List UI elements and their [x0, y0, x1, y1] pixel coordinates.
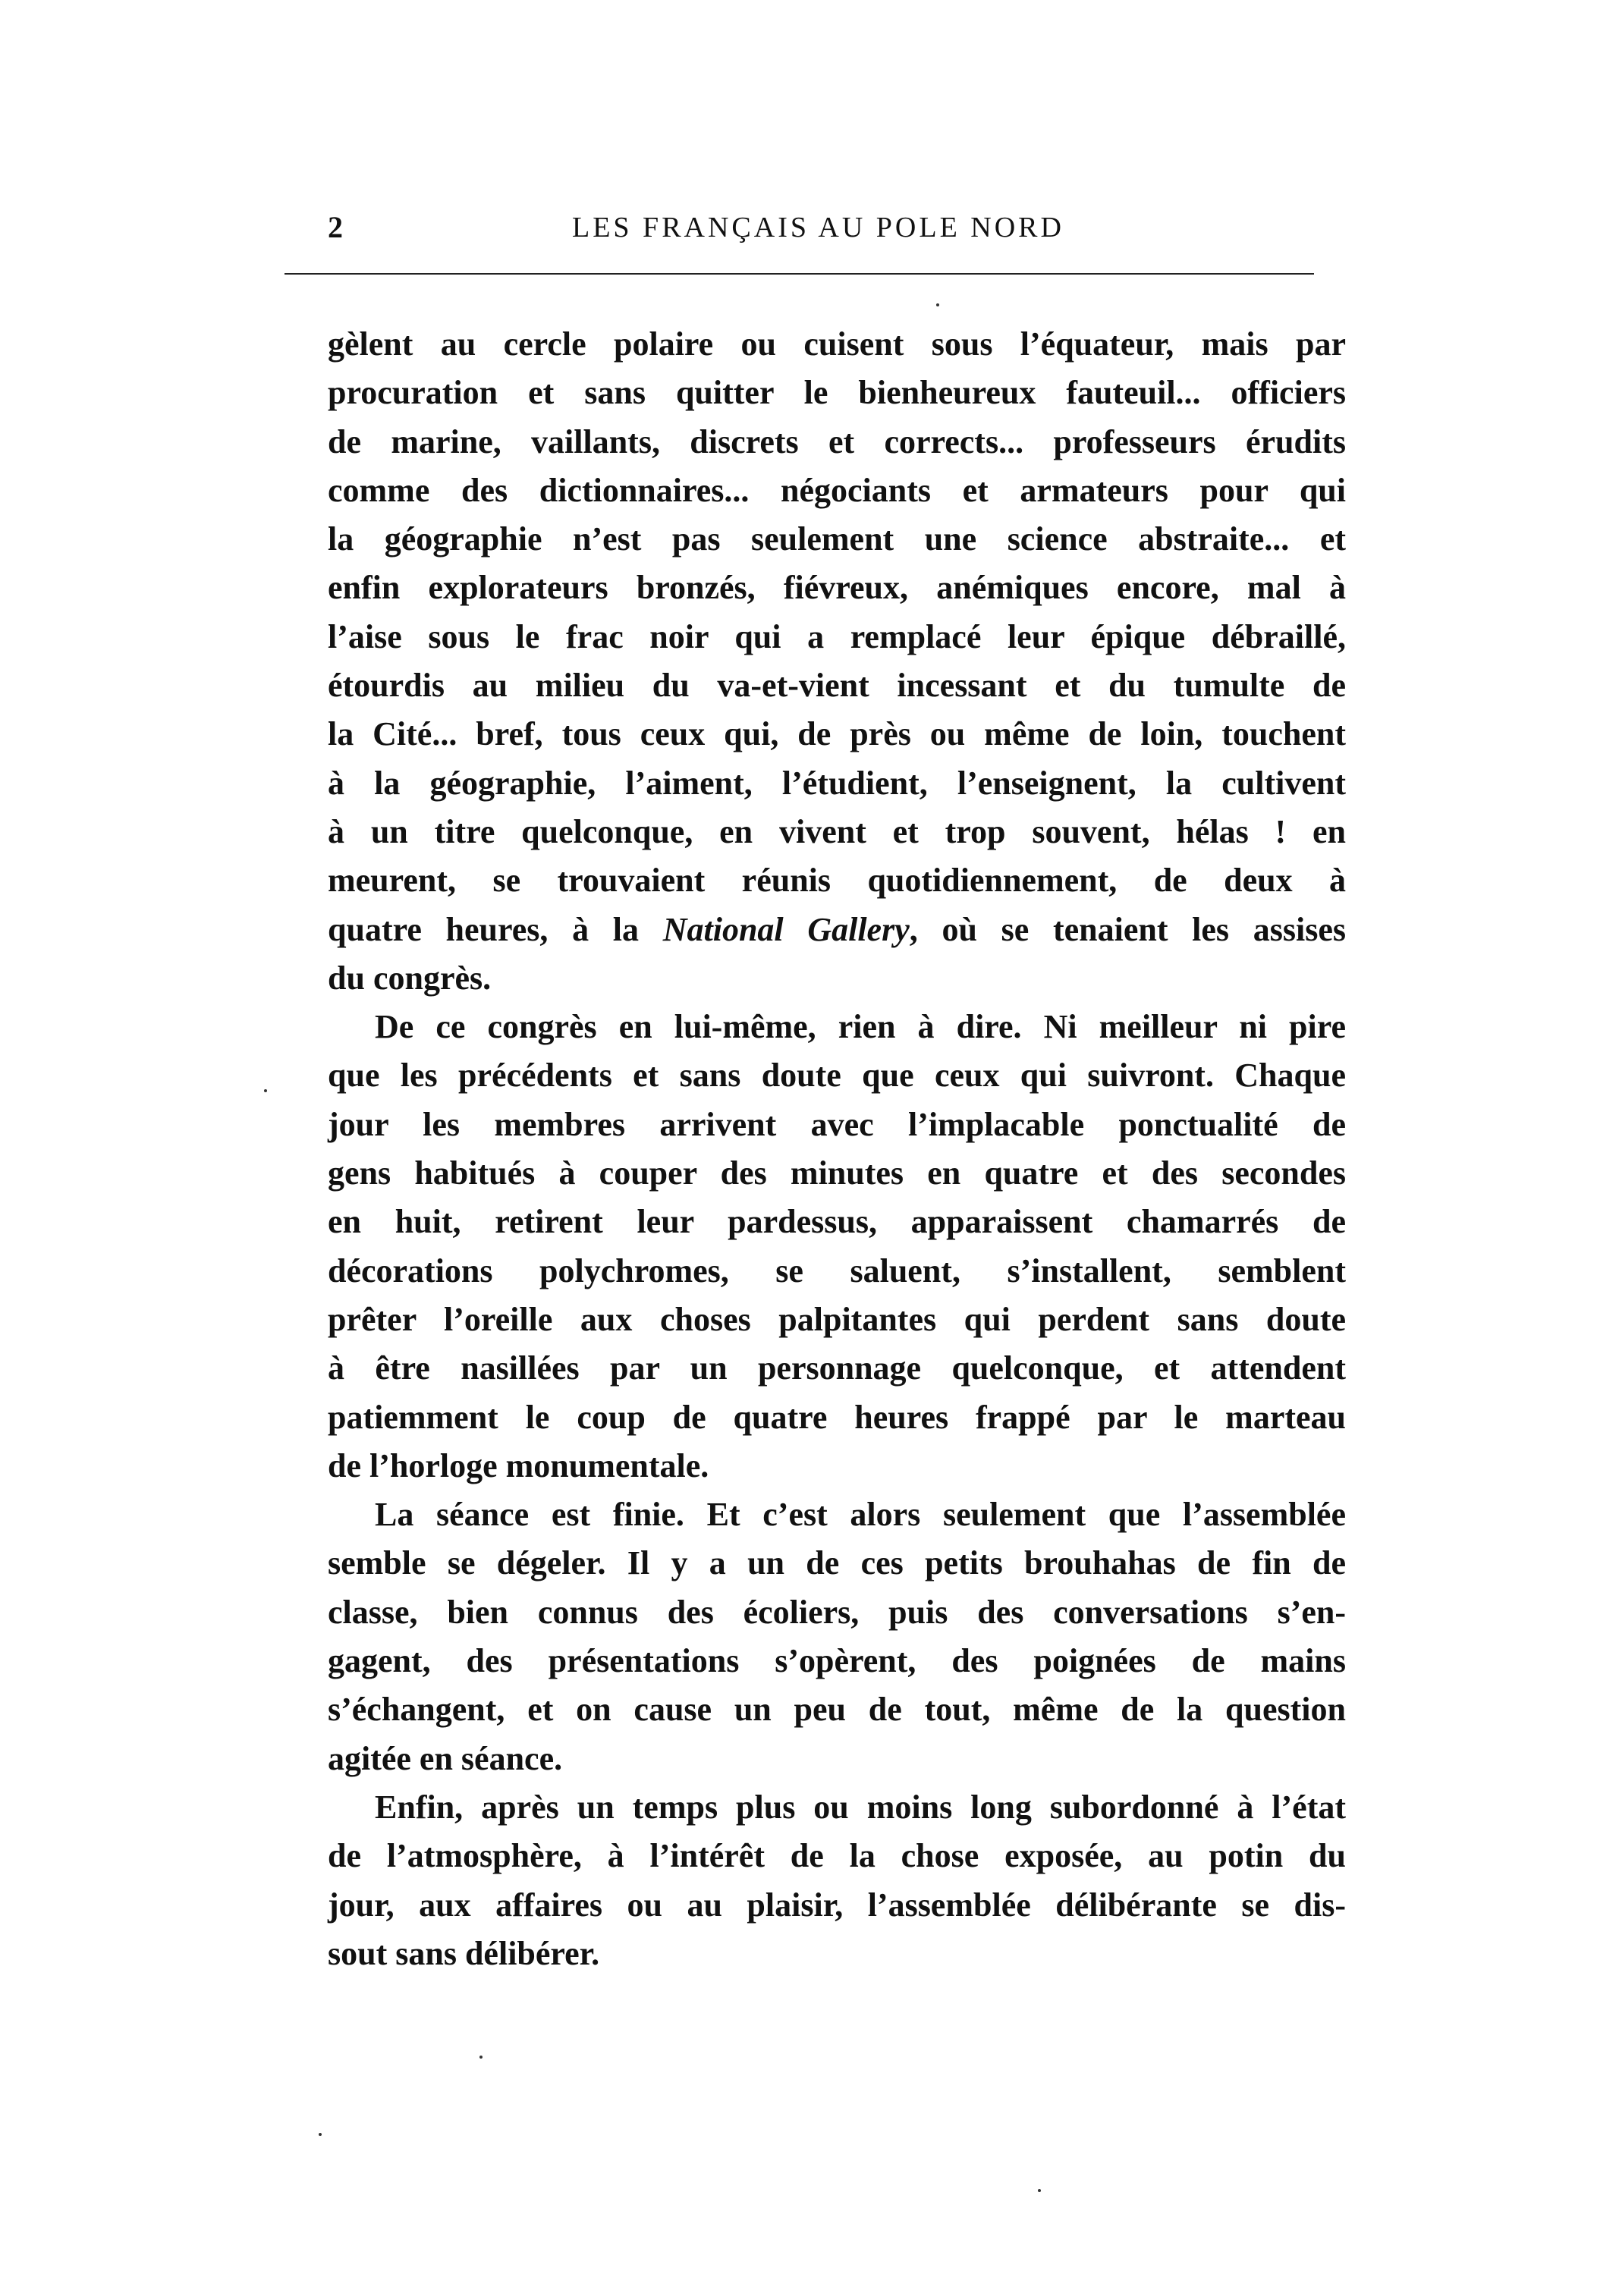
text-line: à être nasillées par un personnage quelconque, et attendent	[328, 1349, 1346, 1387]
text-line: comme des dictionnaires... négociants et armateurs pour qui	[328, 471, 1346, 509]
text-line: gèlent au cercle polaire ou cuisent sous l’équateur, mais par	[328, 325, 1346, 363]
paragraph	[328, 1003, 1346, 1490]
scan-speck	[1038, 2189, 1041, 2192]
text-line: en huit, retirent leur pardessus, apparaissent chamarrés de	[328, 1203, 1346, 1241]
body-text	[328, 320, 1346, 1978]
text-line: quatre heures, à la National Gallery, où se tenaient les assises	[328, 910, 1346, 948]
text-line: s’échangent, et on cause un peu de tout, même de la question	[328, 1691, 1346, 1729]
text-line: La séance est finie. Et c’est alors seulement que l’assemblée	[375, 1496, 1346, 1534]
scan-speck	[479, 2056, 483, 2059]
text-line: patiemment le coup de quatre heures frappé par le marteau	[328, 1398, 1346, 1436]
scan-speck	[319, 2133, 322, 2136]
text-line: Enfin, après un temps plus ou moins long subordonné à l’état	[375, 1788, 1346, 1826]
text-line: à un titre quelconque, en vivent et trop souvent, hélas ! en	[328, 812, 1346, 850]
page-number: 2	[328, 210, 343, 244]
paragraph	[328, 1490, 1346, 1783]
text-line: meurent, se trouvaient réunis quotidiennement, de deux à	[328, 862, 1346, 900]
paragraph	[328, 320, 1346, 1003]
text-line: agitée en séance.	[328, 1739, 563, 1777]
text-line: l’aise sous le frac noir qui a remplacé leur épique débraillé,	[328, 617, 1346, 655]
scan-speck	[264, 1089, 267, 1092]
text-line: du congrès.	[328, 959, 492, 997]
text-line: que les précédents et sans doute que ceux qui suivront. Chaque	[328, 1057, 1346, 1095]
text-line: classe, bien connus des écoliers, puis des conversations s’en-	[328, 1593, 1346, 1631]
text-line: De ce congrès en lui-même, rien à dire. Ni meilleur ni pire	[375, 1008, 1346, 1046]
text-line: semble se dégeler. Il y a un de ces petits brouhahas de fin de	[328, 1544, 1346, 1582]
text-line: jour les membres arrivent avec l’implacable ponctualité de	[328, 1105, 1346, 1143]
text-line: prêter l’oreille aux choses palpitantes qui perdent sans doute	[328, 1300, 1346, 1338]
text-line: la géographie n’est pas seulement une science abstraite... et	[328, 520, 1346, 558]
page-header	[328, 209, 1314, 255]
running-title: LES FRANÇAIS AU POLE NORD	[572, 212, 1064, 243]
text-line: jour, aux affaires ou au plaisir, l’assemblée délibérante se dis-	[328, 1886, 1346, 1924]
text-line: gagent, des présentations s’opèrent, des poignées de mains	[328, 1642, 1346, 1680]
text-line: gens habitués à couper des minutes en quatre et des secondes	[328, 1154, 1346, 1192]
scan-speck	[936, 303, 939, 306]
text-line: de marine, vaillants, discrets et corrects... professeurs érudits	[328, 422, 1346, 460]
italic-title: National Gallery	[662, 910, 910, 948]
text-line: à la géographie, l’aiment, l’étudient, l’enseignent, la cultivent	[328, 764, 1346, 802]
text-line: enfin explorateurs bronzés, fiévreux, anémiques encore, mal à	[328, 569, 1346, 607]
text-line: la Cité... bref, tous ceux qui, de près ou même de loin, touchent	[328, 715, 1346, 753]
text-line: de l’atmosphère, à l’intérêt de la chose exposée, au potin du	[328, 1837, 1346, 1875]
text-line: procuration et sans quitter le bienheureux fauteuil... officiers	[328, 374, 1346, 412]
text-line: de l’horloge monumentale.	[328, 1446, 709, 1484]
text-line: étourdis au milieu du va-et-vient incessant et du tumulte de	[328, 667, 1346, 705]
paragraph	[328, 1783, 1346, 1978]
text-line: sout sans délibérer.	[328, 1934, 600, 1972]
header-rule	[285, 273, 1314, 275]
text-line: décorations polychromes, se saluent, s’installent, semblent	[328, 1252, 1346, 1289]
